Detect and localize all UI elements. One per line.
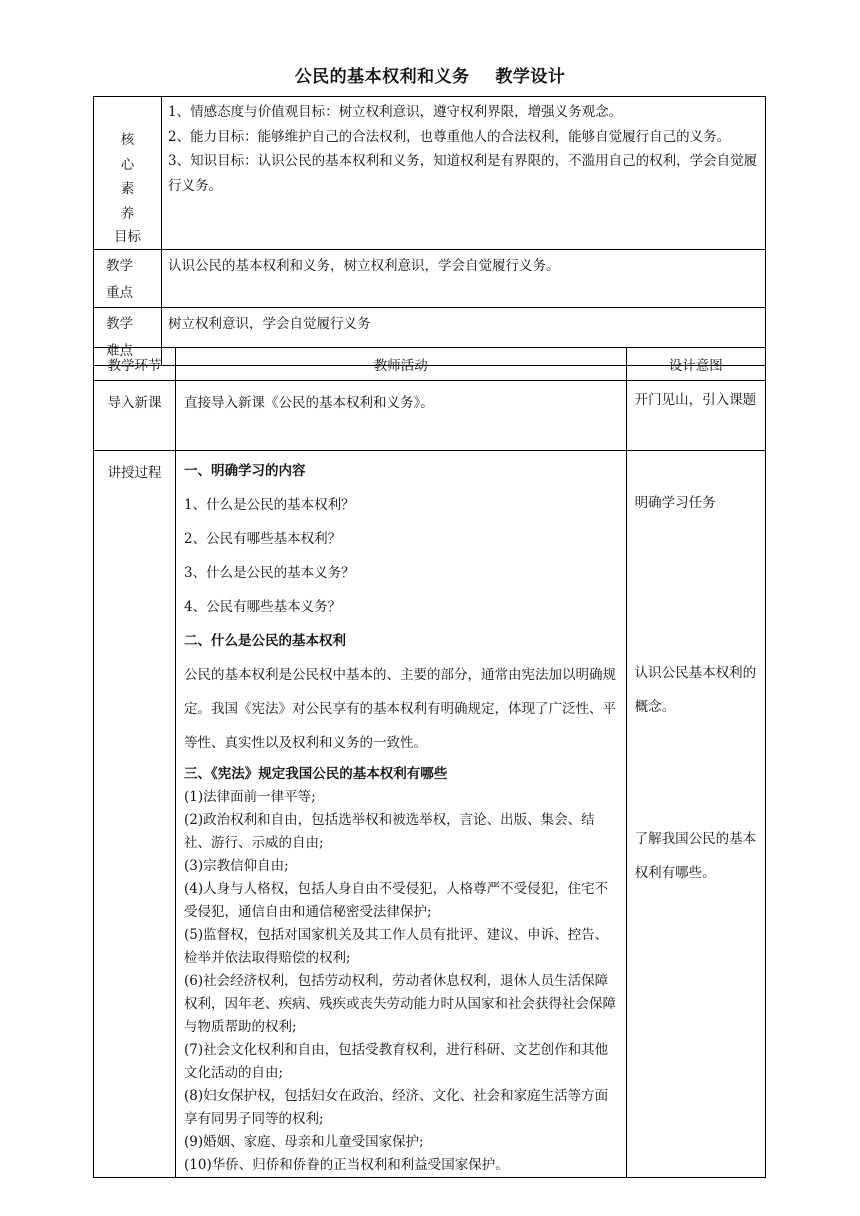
intro-intent: 开门见山，引入课题: [626, 381, 765, 451]
intro-activity: 直接导入新课《公民的基本权利和义务》。: [176, 381, 627, 451]
right-item: (8)妇女保护权，包括妇女在政治、经济、文化、社会和家庭生活等方面享有同男子同等的权利;: [184, 1088, 609, 1127]
core-goal-item: 2、能力目标：能够维护自己的合法权利，也尊重他人的合法权利，能够自觉履行自己的义务。: [168, 128, 731, 145]
difficulty-text: 树立权利意识，学会自觉履行义务: [162, 308, 766, 366]
core-label-line-3: 目标: [114, 229, 141, 245]
section-1-item: 3、什么是公民的基本义务？: [184, 565, 355, 581]
right-item: (9)婚姻、家庭、母亲和儿童受国家保护;: [184, 1134, 424, 1150]
focus-label-text: 教学重点: [106, 258, 133, 301]
lecture-stage: 讲授过程: [94, 451, 176, 1178]
core-label-line-2: 素 养: [120, 181, 144, 222]
focus-label: [94, 250, 162, 308]
difficulty-label-text: 教学难点: [106, 316, 133, 359]
header-intent: 设计意图: [626, 348, 765, 381]
core-goal-item: 3、知识目标：认识公民的基本权利和义务，知道权利是有界限的，不滥用自己的权利，学会自觉履行义务。: [168, 153, 758, 194]
intent-2: 认识公民基本权利的概念。: [634, 665, 757, 715]
section-3-title: 三、《宪法》规定我国公民的基本权利有哪些: [184, 766, 448, 782]
lecture-intent: [626, 451, 765, 1178]
right-item: (1)法律面前一律平等;: [184, 789, 316, 805]
right-item: (3)宗教信仰自由;: [184, 858, 289, 874]
header-stage: 教学环节: [94, 348, 176, 381]
section-1-item: 2、公民有哪些基本权利？: [184, 531, 342, 547]
right-item: (4)人身与人格权，包括人身自由不受侵犯，人格尊严不受侵犯，住宅不受侵犯，通信自由和通信秘密受法律保护;: [184, 881, 609, 920]
right-item: (7)社会文化权利和自由，包括受教育权利，进行科研、文艺创作和其他文化活动的自由;: [184, 1042, 609, 1081]
right-item: (6)社会经济权利，包括劳动权利，劳动者休息权利，退休人员生活保障权利，因年老、疾病、残疾或丧失劳动能力时从国家和社会获得社会保障与物质帮助的权利;: [184, 973, 617, 1035]
header-activity: 教师活动: [176, 348, 627, 381]
section-2-text: 公民的基本权利是公民权中基本的、主要的部分，通常由宪法加以明确规定。我国《宪法》对公民享有的基本权利有明确规定，体现了广泛性、平等性、真实性以及权利和义务的一致性。: [184, 667, 617, 751]
right-item: (5)监督权，包括对国家机关及其工作人员有批评、建议、申诉、控告、检举并依法取得赔偿的权利;: [184, 927, 609, 966]
core-goal-label: [94, 97, 162, 250]
section-1-item: 1、什么是公民的基本权利？: [184, 497, 355, 513]
intro-stage: 导入新课: [94, 381, 176, 451]
right-item: (2)政治权利和自由，包括选举权和被选举权，言论、出版、集会、结社、游行、示威的自由;: [184, 812, 595, 851]
right-item: (10)华侨、归侨和侨眷的正当权利和利益受国家保护。: [184, 1157, 509, 1173]
objectives-table: [93, 96, 766, 366]
section-2-title: 二、什么是公民的基本权利: [184, 633, 347, 649]
page-title: 公民的基本权利和义务 教学设计: [294, 67, 566, 87]
intent-1: 明确学习任务: [634, 495, 716, 511]
focus-text: 认识公民的基本权利和义务，树立权利意识，学会自觉履行义务。: [162, 250, 766, 308]
core-goal-content: [162, 97, 766, 250]
intent-3: 了解我国公民的基本权利有哪些。: [634, 831, 757, 881]
core-label-line-1: 核 心: [120, 132, 144, 173]
lecture-activity: [176, 451, 627, 1178]
section-1-item: 4、公民有哪些基本义务？: [184, 599, 342, 615]
section-1-title: 一、明确学习的内容: [184, 463, 306, 479]
core-goal-item: 1、情感态度与价值观目标：树立权利意识，遵守权利界限，增强义务观念。: [168, 104, 623, 120]
activities-table: [93, 347, 766, 1178]
